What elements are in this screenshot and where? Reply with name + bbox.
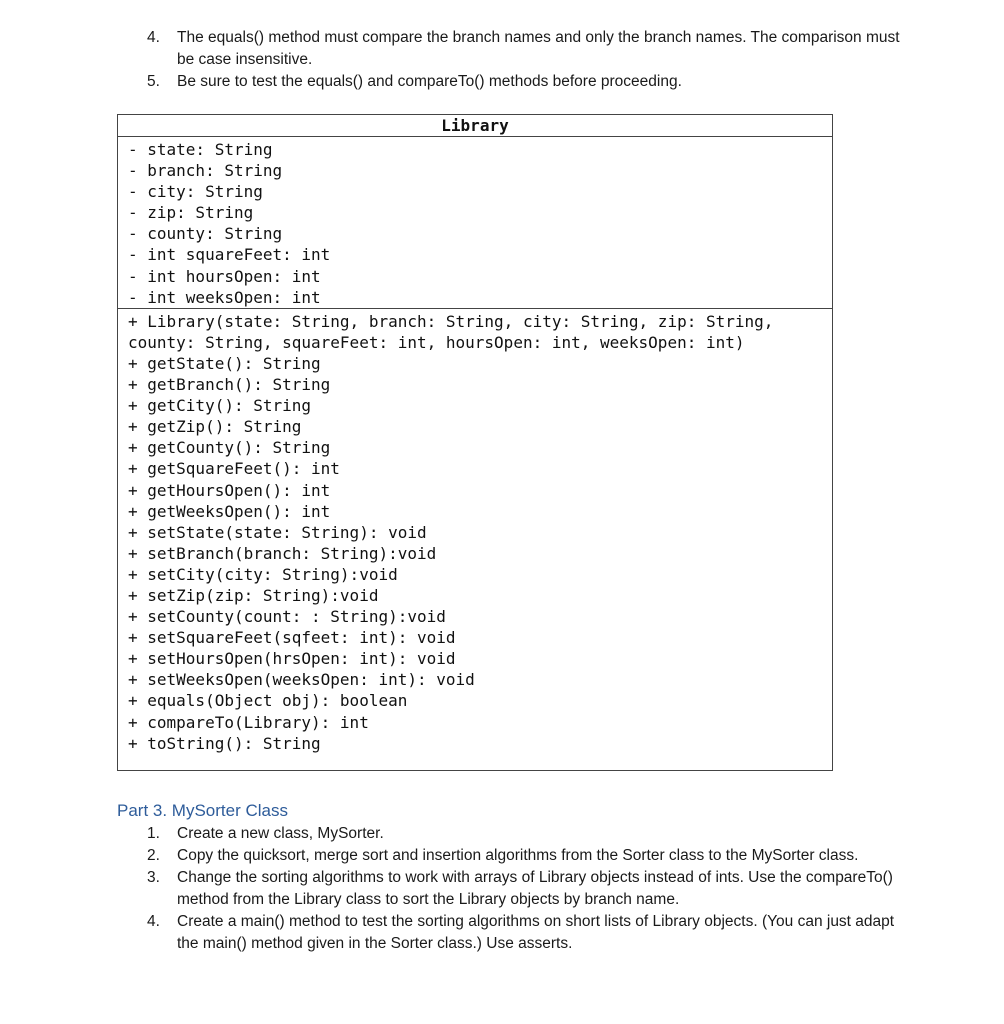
list-item	[0, 27, 1004, 71]
uml-attribute: - state: String	[128, 140, 273, 159]
uml-method: + getBranch(): String	[128, 375, 331, 395]
uml-method: + getWeeksOpen(): int	[128, 501, 331, 521]
list-text: Create a new class, MySorter.	[177, 825, 384, 842]
uml-method: + compareTo(Library): int	[128, 712, 369, 732]
uml-method: + getState(): String	[128, 353, 321, 373]
uml-method: + getZip(): String	[128, 417, 302, 437]
uml-attributes	[118, 137, 832, 309]
uml-method: + equals(Object obj): boolean	[128, 691, 408, 711]
list-text: Change the sorting algorithms to work with arrays of Library objects instead of ints. Use the compareTo() method from the Library class to sort the Library objects by branch name.	[177, 869, 893, 908]
list-number: 4.	[147, 913, 160, 930]
uml-attribute: - int squareFeet: int	[128, 245, 331, 265]
list-item	[0, 867, 1004, 911]
uml-method: + toString(): String	[128, 733, 321, 753]
uml-method: + setSquareFeet(sqfeet: int): void	[128, 628, 456, 648]
uml-method: + setHoursOpen(hrsOpen: int): void	[128, 649, 456, 669]
list-text: The equals() method must compare the branch names and only the branch names. The comparison must be case insensitive.	[177, 29, 900, 68]
list-number: 1.	[147, 825, 160, 842]
section-heading: Part 3. MySorter Class	[117, 801, 288, 820]
list-text: Create a main() method to test the sorting algorithms on short lists of Library objects. (You can just adapt the main() method given in the Sorter class.) Use asserts.	[177, 913, 895, 952]
uml-method: county: String, squareFeet: int, hoursOpen: int, weeksOpen: int)	[128, 332, 745, 352]
list-number: 3.	[147, 869, 160, 886]
list-number: 4.	[147, 29, 160, 46]
uml-attribute: - city: String	[128, 182, 263, 202]
uml-methods	[118, 309, 832, 754]
uml-method: + setBranch(branch: String):void	[128, 543, 437, 563]
uml-attribute: - int hoursOpen: int	[128, 266, 321, 286]
part3-list	[0, 823, 1004, 955]
requirements-list	[0, 27, 1004, 93]
list-item	[0, 71, 1004, 93]
uml-method: + getHoursOpen(): int	[128, 480, 331, 500]
uml-method: + setState(state: String): void	[128, 522, 427, 542]
list-item	[0, 823, 1004, 845]
list-item	[0, 911, 1004, 955]
uml-attribute: - county: String	[128, 224, 283, 244]
list-text: Copy the quicksort, merge sort and insertion algorithms from the Sorter class to the MySorter class.	[177, 847, 859, 864]
uml-class-diagram	[117, 114, 833, 771]
uml-attribute: - zip: String	[128, 203, 254, 223]
uml-method: + getCounty(): String	[128, 438, 331, 458]
uml-method: + getSquareFeet(): int	[128, 459, 340, 479]
uml-class-name: Library	[118, 115, 832, 137]
uml-method: + setCity(city: String):void	[128, 564, 398, 584]
uml-attribute: - int weeksOpen: int	[128, 287, 321, 307]
list-item	[0, 845, 1004, 867]
list-number: 5.	[147, 73, 160, 90]
uml-method: + setCounty(count: : String):void	[128, 607, 446, 627]
uml-method: + setWeeksOpen(weeksOpen: int): void	[128, 670, 475, 690]
uml-method: + Library(state: String, branch: String, city: String, zip: String,	[128, 311, 774, 331]
list-text: Be sure to test the equals() and compareTo() methods before proceeding.	[177, 73, 682, 90]
uml-attribute: - branch: String	[128, 161, 283, 181]
list-number: 2.	[147, 847, 160, 864]
uml-method: + getCity(): String	[128, 396, 312, 416]
uml-method: + setZip(zip: String):void	[128, 585, 379, 605]
